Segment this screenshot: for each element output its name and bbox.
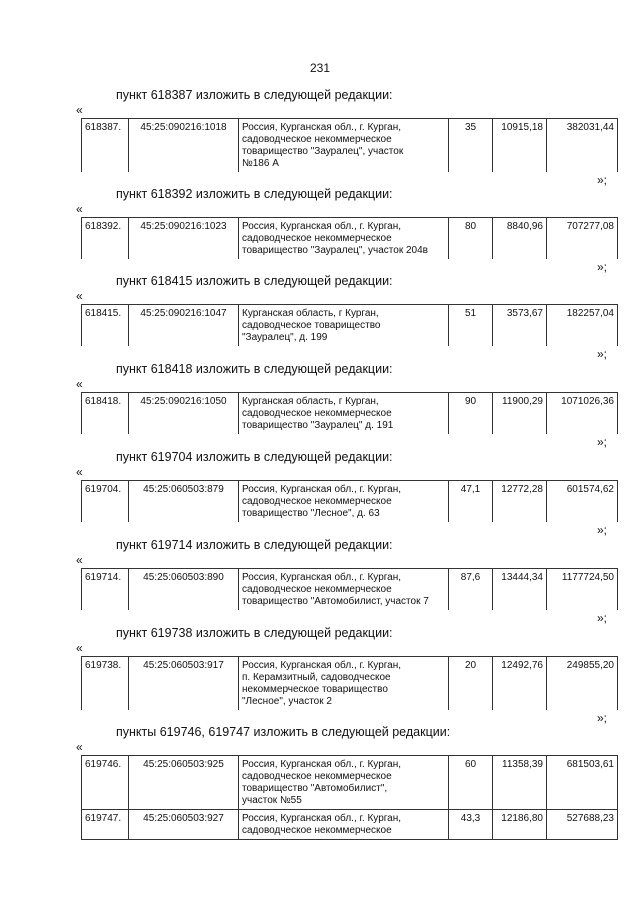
record-number: 619747. <box>82 810 129 840</box>
area-value: 47,1 <box>449 481 493 523</box>
open-quote: « <box>76 103 83 117</box>
address-line: Россия, Курганская обл., г. Курган, <box>242 759 402 770</box>
record-table <box>81 656 618 710</box>
cadastral-number: 45:25:090216:1023 <box>129 218 239 260</box>
cadastral-number: 45:25:090216:1050 <box>129 393 239 435</box>
total-value: 382031,44 <box>547 119 618 173</box>
address-cell <box>239 393 449 435</box>
area-value: 80 <box>449 218 493 260</box>
address-line: товарищество "Автомобилист, участок 7 <box>242 596 429 607</box>
area-value: 87,6 <box>449 569 493 611</box>
open-quote: « <box>76 641 83 655</box>
record-table <box>81 118 618 172</box>
record-number: 618392. <box>82 218 129 260</box>
open-quote: « <box>76 377 83 391</box>
section-intro: пункт 619738 изложить в следующей редакции: <box>116 626 393 640</box>
record-number: 619746. <box>82 756 129 810</box>
address-cell <box>239 810 449 840</box>
record-number: 618415. <box>82 305 129 347</box>
address-line: садоводческое некоммерческое <box>242 134 392 145</box>
address-line: садоводческое некоммерческое <box>242 233 392 244</box>
total-value: 1177724,50 <box>547 569 618 611</box>
total-value: 707277,08 <box>547 218 618 260</box>
open-quote: « <box>76 465 83 479</box>
page-number: 231 <box>309 61 331 75</box>
cadastral-number: 45:25:060503:890 <box>129 569 239 611</box>
unit-price: 12186,80 <box>493 810 547 840</box>
address-line: №186 А <box>242 158 279 169</box>
cadastral-number: 45:25:060503:927 <box>129 810 239 840</box>
address-line: Курганская область, г Курган, <box>242 396 379 407</box>
address-cell <box>239 657 449 711</box>
area-value: 35 <box>449 119 493 173</box>
record-table <box>81 392 618 434</box>
total-value: 182257,04 <box>547 305 618 347</box>
table-row <box>82 218 618 260</box>
cadastral-number: 45:25:060503:925 <box>129 756 239 810</box>
record-number: 619738. <box>82 657 129 711</box>
record-table <box>81 304 618 346</box>
address-line: Россия, Курганская обл., г. Курган, <box>242 572 402 583</box>
area-value: 60 <box>449 756 493 810</box>
address-line: садоводческое некоммерческое <box>242 408 392 419</box>
unit-price: 11900,29 <box>493 393 547 435</box>
area-value: 20 <box>449 657 493 711</box>
area-value: 43,3 <box>449 810 493 840</box>
address-line: товарищество "Автомобилист", <box>242 783 388 794</box>
record-table <box>81 480 618 522</box>
section-intro: пункт 619704 изложить в следующей редакции: <box>116 450 393 464</box>
address-line: Россия, Курганская обл., г. Курган, <box>242 484 402 495</box>
total-value: 1071026,36 <box>547 393 618 435</box>
address-line: садоводческое некоммерческое <box>242 771 392 782</box>
address-cell <box>239 218 449 260</box>
table-row <box>82 569 618 611</box>
total-value: 249855,20 <box>547 657 618 711</box>
address-line: некоммерческое товарищество <box>242 684 388 695</box>
table-row <box>82 657 618 711</box>
close-quote: »; <box>597 711 608 725</box>
address-cell <box>239 756 449 810</box>
open-quote: « <box>76 202 83 216</box>
close-quote: »; <box>597 260 608 274</box>
table-row <box>82 305 618 347</box>
close-quote: »; <box>597 347 608 361</box>
cadastral-number: 45:25:090216:1018 <box>129 119 239 173</box>
table-row <box>82 393 618 435</box>
address-line: садоводческое некоммерческое <box>242 496 392 507</box>
address-line: "Зауралец", д. 199 <box>242 332 328 343</box>
record-number: 619704. <box>82 481 129 523</box>
section-intro: пункт 619714 изложить в следующей редакции: <box>116 538 393 552</box>
cadastral-number: 45:25:060503:879 <box>129 481 239 523</box>
close-quote: »; <box>597 435 608 449</box>
unit-price: 13444,34 <box>493 569 547 611</box>
unit-price: 10915,18 <box>493 119 547 173</box>
address-line: товарищество "Зауралец", участок 204в <box>242 245 428 256</box>
section-intro: пункт 618418 изложить в следующей редакции: <box>116 362 393 376</box>
address-line: Россия, Курганская обл., г. Курган, <box>242 221 402 232</box>
address-line: Россия, Курганская обл., г. Курган, <box>242 122 402 133</box>
close-quote: »; <box>597 611 608 625</box>
open-quote: « <box>76 740 83 754</box>
unit-price: 3573,67 <box>493 305 547 347</box>
address-line: садоводческое некоммерческое <box>242 584 392 595</box>
address-line: участок №55 <box>242 795 302 806</box>
section-intro: пункты 619746, 619747 изложить в следующей редакции: <box>116 725 451 739</box>
total-value: 681503,61 <box>547 756 618 810</box>
table-row <box>82 810 618 840</box>
address-line: товарищество "Лесное", д. 63 <box>242 508 380 519</box>
address-line: товарищество "Зауралец" д. 191 <box>242 420 394 431</box>
address-cell <box>239 481 449 523</box>
section-intro: пункт 618392 изложить в следующей редакции: <box>116 187 393 201</box>
record-table <box>81 217 618 259</box>
cadastral-number: 45:25:060503:917 <box>129 657 239 711</box>
address-cell <box>239 119 449 173</box>
total-value: 601574,62 <box>547 481 618 523</box>
section-intro: пункт 618415 изложить в следующей редакции: <box>116 274 393 288</box>
address-line: п. Керамзитный, садоводческое <box>242 672 391 683</box>
record-table <box>81 568 618 610</box>
section-intro: пункт 618387 изложить в следующей редакции: <box>116 88 393 102</box>
area-value: 90 <box>449 393 493 435</box>
unit-price: 11358,39 <box>493 756 547 810</box>
record-number: 619714. <box>82 569 129 611</box>
address-cell <box>239 305 449 347</box>
address-line: садоводческое товарищество <box>242 320 381 331</box>
unit-price: 12772,28 <box>493 481 547 523</box>
open-quote: « <box>76 553 83 567</box>
area-value: 51 <box>449 305 493 347</box>
record-number: 618418. <box>82 393 129 435</box>
address-line: Курганская область, г Курган, <box>242 308 379 319</box>
total-value: 527688,23 <box>547 810 618 840</box>
address-line: Россия, Курганская обл., г. Курган, <box>242 660 402 671</box>
open-quote: « <box>76 289 83 303</box>
close-quote: »; <box>597 523 608 537</box>
address-line: садоводческое некоммерческое <box>242 825 392 836</box>
table-row <box>82 756 618 810</box>
address-line: "Лесное", участок 2 <box>242 696 332 707</box>
unit-price: 8840,96 <box>493 218 547 260</box>
address-line: Россия, Курганская обл., г. Курган, <box>242 813 402 824</box>
table-row <box>82 119 618 173</box>
table-row <box>82 481 618 523</box>
address-line: товарищество "Зауралец", участок <box>242 146 404 157</box>
record-table <box>81 755 618 840</box>
close-quote: »; <box>597 173 608 187</box>
cadastral-number: 45:25:090216:1047 <box>129 305 239 347</box>
record-number: 618387. <box>82 119 129 173</box>
unit-price: 12492,76 <box>493 657 547 711</box>
address-cell <box>239 569 449 611</box>
